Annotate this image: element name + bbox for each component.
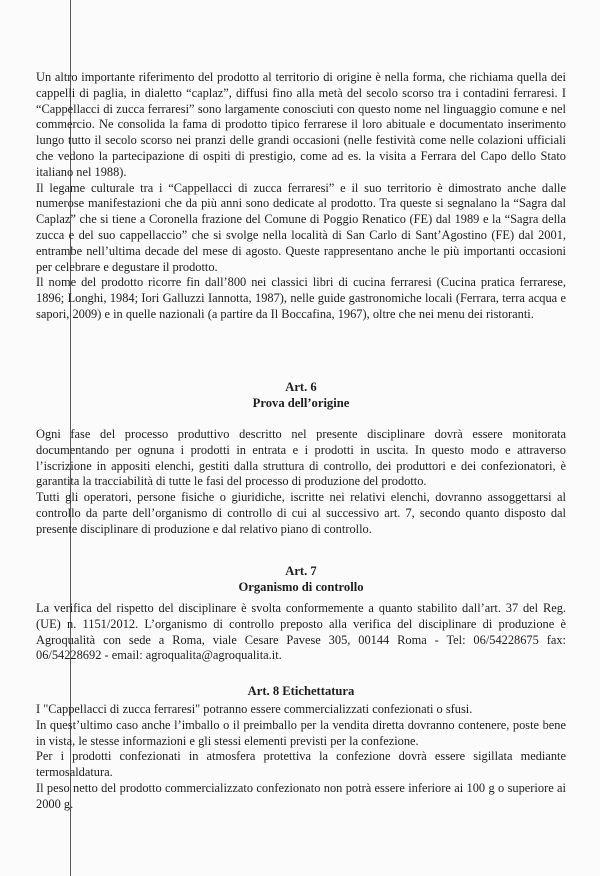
art8-paragraph-1: I "Cappellacci di zucca ferraresi" potranno essere commercializzati confezionati o sfusi. xyxy=(36,702,473,716)
art6-section xyxy=(36,427,566,538)
art8-paragraph-2: In quest’ultimo caso anche l’imballo o il preimballo per la vendita diretta dovranno contenere, poste bene in vista, le stesse informazioni e gli stessi elementi previsti per la confezione. xyxy=(36,717,566,748)
art7-number: Art. 7 xyxy=(285,564,317,578)
intro-paragraph-2: Il legame culturale tra i “Cappellacci di zucca ferraresi” e il suo territorio è dimostrato anche dalle numerose manifestazioni che da più anni sono dedicate al prodotto. Tra queste si segnalano la “Sagra dal Caplaz” che si tiene a Coronella frazione del Comune di Poggio Renatico (FE) dal 1989 e la “Sagra della zucca e del suo cappellaccio” che si svolge nella località di San Carlo di Sant’Agostino (FE) dal 2001, entrambe nell’ultima decade del mese di agosto. Queste rappresentano anche le più importanti occasioni per celebrare e degustare il prodotto. xyxy=(36,180,566,274)
art7-title: Organismo di controllo xyxy=(238,580,364,594)
art6-number: Art. 6 xyxy=(285,380,317,394)
art7-paragraph-1: La verifica del rispetto del disciplinare è svolta conformemente a quanto stabilito dall’art. 37 del Reg. (UE) n. 1151/2012. L’organismo di controllo preposto alla verifica del disciplinare di produzione è Agroqualità con sede a Roma, viale Cesare Pavese 305, 00144 Roma - Tel: 06/54228675 fax: 06/54228692 - email: agroqualita@agroqualita.it. xyxy=(36,601,566,663)
intro-paragraph-3: Il nome del prodotto ricorre fin dall’800 nei classici libri di cucina ferraresi (Cucina pratica ferrarese, 1896; Longhi, 1984; Iori Galluzzi Iannotta, 1987), nelle guide gastronomiche locali (Ferrara, terra acqua e sapori, 2009) e in quelle nazionali (a partire da Il Boccafina, 1967), oltre che nei menu dei ristoranti. xyxy=(36,275,566,321)
art6-paragraph-1: Ogni fase del processo produttivo descritto nel presente disciplinare dovrà essere monitorata documentando per ognuna i prodotti in entrata e i prodotti in uscita. In questo modo e attraverso l’iscrizione in appositi elenchi, gestiti dalla struttura di controllo, dei produttori e dei confezionatori, è garantita la tracciabilità di tutte le fasi del processo di produzione del prodotto. xyxy=(36,427,566,489)
art7-heading xyxy=(36,563,566,595)
art7-section xyxy=(36,601,566,664)
art8-paragraph-3: Per i prodotti confezionati in atmosfera protettiva la confezione dovrà essere sigillata mediante termosaldatura. xyxy=(36,749,566,780)
art8-heading-block xyxy=(36,683,566,699)
art8-paragraph-4: Il peso netto del prodotto commercializzato confezionato non potrà essere inferiore ai 100 g o superiore ai 2000 g. xyxy=(36,780,566,811)
art6-heading xyxy=(36,379,566,411)
intro-paragraph-1: Un altro importante riferimento del prodotto al territorio di origine è nella forma, che richiama quella dei cappelli di paglia, in dialetto “caplaz”, diffusi fino alla metà del secolo scorso tra i contadini ferraresi. I “Cappellacci di zucca ferraresi” sono largamente conosciuti con questo nome nel linguaggio comune e nel commercio. Ne consolida la fama di prodotto tipico ferrarese il loro abituale e documentato inserimento lungo tutto il secolo scorso nei pranzi delle grandi occasioni (nelle festività come nelle colazioni ufficiali che vedono la partecipazione di ospiti di prestigio, come ad es. la visita a Ferrara del Capo dello Stato italiano nel 1988). xyxy=(36,70,566,179)
art6-title: Prova dell’origine xyxy=(252,396,350,410)
art8-section xyxy=(36,702,566,813)
art8-heading: Art. 8 Etichettatura xyxy=(247,684,355,698)
art6-paragraph-2: Tutti gli operatori, persone fisiche o giuridiche, iscritte nei relativi elenchi, dovranno assoggettarsi al controllo da parte dell’organismo di controllo di cui al successivo art. 7, secondo quanto disposto dal presente disciplinare di produzione e dal relativo piano di controllo. xyxy=(36,490,566,536)
intro-section xyxy=(36,70,566,323)
